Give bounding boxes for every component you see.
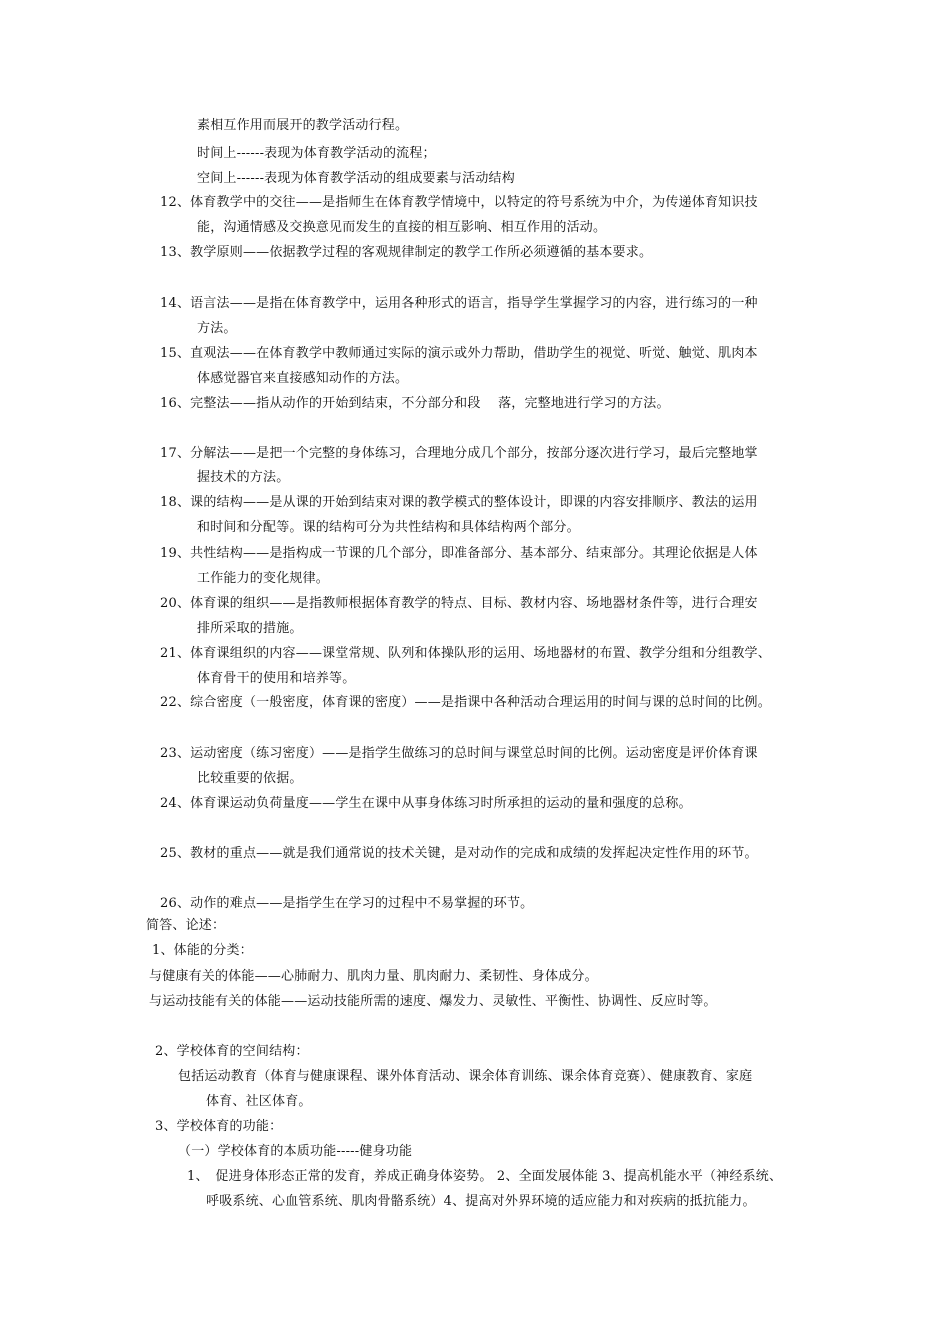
text-line: 21、体育课组织的内容——课堂常规、队列和体操队形的运用、场地器材的布置、教学分组和分组教学、 <box>160 646 771 661</box>
text-line: 1、 促进身体形态正常的发育，养成正确身体姿势。 2、全面发展体能 3、提高机能水平（神经系统、 <box>187 1169 783 1184</box>
text-line: 25、教材的重点——就是我们通常说的技术关键，是对动作的完成和成绩的发挥起决定性作用的环节。 <box>160 846 758 861</box>
text-line: 23、运动密度（练习密度）——是指学生做练习的总时间与课堂总时间的比例。运动密度是评价体育课 <box>160 746 758 761</box>
text-line: 时间上------表现为体育教学活动的流程； <box>197 146 436 161</box>
text-line: 与运动技能有关的体能——运动技能所需的速度、爆发力、灵敏性、平衡性、协调性、反应时等。 <box>149 994 717 1009</box>
text-line: 2、学校体育的空间结构： <box>155 1044 309 1059</box>
text-line: 24、体育课运动负荷量度——学生在课中从事身体练习时所承担的运动的量和强度的总称。 <box>160 796 692 811</box>
text-line: 与健康有关的体能——心肺耐力、肌肉力量、肌肉耐力、柔韧性、身体成分。 <box>149 969 598 984</box>
text-line: 和时间和分配等。课的结构可分为共性结构和具体结构两个部分。 <box>197 520 580 535</box>
text-line: 握技术的方法。 <box>197 470 290 485</box>
text-line: 体育、社区体育。 <box>206 1094 312 1109</box>
text-line: 19、共性结构——是指构成一节课的几个部分，即准备部分、基本部分、结束部分。其理论依据是人体 <box>160 546 758 561</box>
text-line: 14、语言法——是指在体育教学中，运用各种形式的语言，指导学生掌握学习的内容，进行练习的一种 <box>160 296 758 311</box>
text-line: 呼吸系统、心血管系统、肌肉骨骼系统）4、提高对外界环境的适应能力和对疾病的抵抗能力。 <box>206 1194 756 1209</box>
text-line: 工作能力的变化规律。 <box>197 571 330 586</box>
text-line: 能，沟通情感及交换意见而发生的直接的相互影响、相互作用的活动。 <box>197 220 607 235</box>
text-line: 17、分解法——是把一个完整的身体练习，合理地分成几个部分，按部分逐次进行学习，最后完整地掌 <box>160 446 758 461</box>
text-line: 体感觉器官来直接感知动作的方法。 <box>197 371 409 386</box>
text-line: 包括运动教育（体育与健康课程、课外体育活动、课余体育训练、课余体育竞赛）、健康教育、家庭 <box>178 1069 753 1084</box>
text-line: 12、体育教学中的交往——是指师生在体育教学情境中，以特定的符号系统为中介，为传递体育知识技 <box>160 195 758 210</box>
text-line: 1、体能的分类： <box>152 943 253 958</box>
text-line: 空间上------表现为体育教学活动的组成要素与活动结构 <box>197 171 515 186</box>
section-heading: 简答、论述： <box>146 918 226 933</box>
text-line: 比较重要的依据。 <box>197 771 303 786</box>
text-line: 16、完整法——指从动作的开始到结束，不分部分和段 落，完整地进行学习的方法。 <box>160 396 670 411</box>
text-line: 15、直观法——在体育教学中教师通过实际的演示或外力帮助，借助学生的视觉、听觉、触觉、肌肉本 <box>160 346 758 361</box>
text-line: 20、体育课的组织——是指教师根据体育教学的特点、目标、教材内容、场地器材条件等，进行合理安 <box>160 596 758 611</box>
text-line: （一）学校体育的本质功能-----健身功能 <box>178 1144 413 1159</box>
text-line: 26、动作的难点——是指学生在学习的过程中不易掌握的环节。 <box>160 896 534 911</box>
text-line: 素相互作用而展开的教学活动行程。 <box>197 118 409 133</box>
text-line: 22、综合密度（一般密度，体育课的密度）——是指课中各种活动合理运用的时间与课的总时间的比例。 <box>160 695 771 710</box>
text-line: 体育骨干的使用和培养等。 <box>197 671 356 686</box>
text-line: 排所采取的措施。 <box>197 621 303 636</box>
text-line: 方法。 <box>197 321 237 336</box>
text-line: 18、课的结构——是从课的开始到结束对课的教学模式的整体设计，即课的内容安排顺序、教法的运用 <box>160 495 758 510</box>
text-line: 3、学校体育的功能： <box>155 1119 283 1134</box>
text-line: 13、教学原则——依据教学过程的客观规律制定的教学工作所必须遵循的基本要求。 <box>160 245 653 260</box>
